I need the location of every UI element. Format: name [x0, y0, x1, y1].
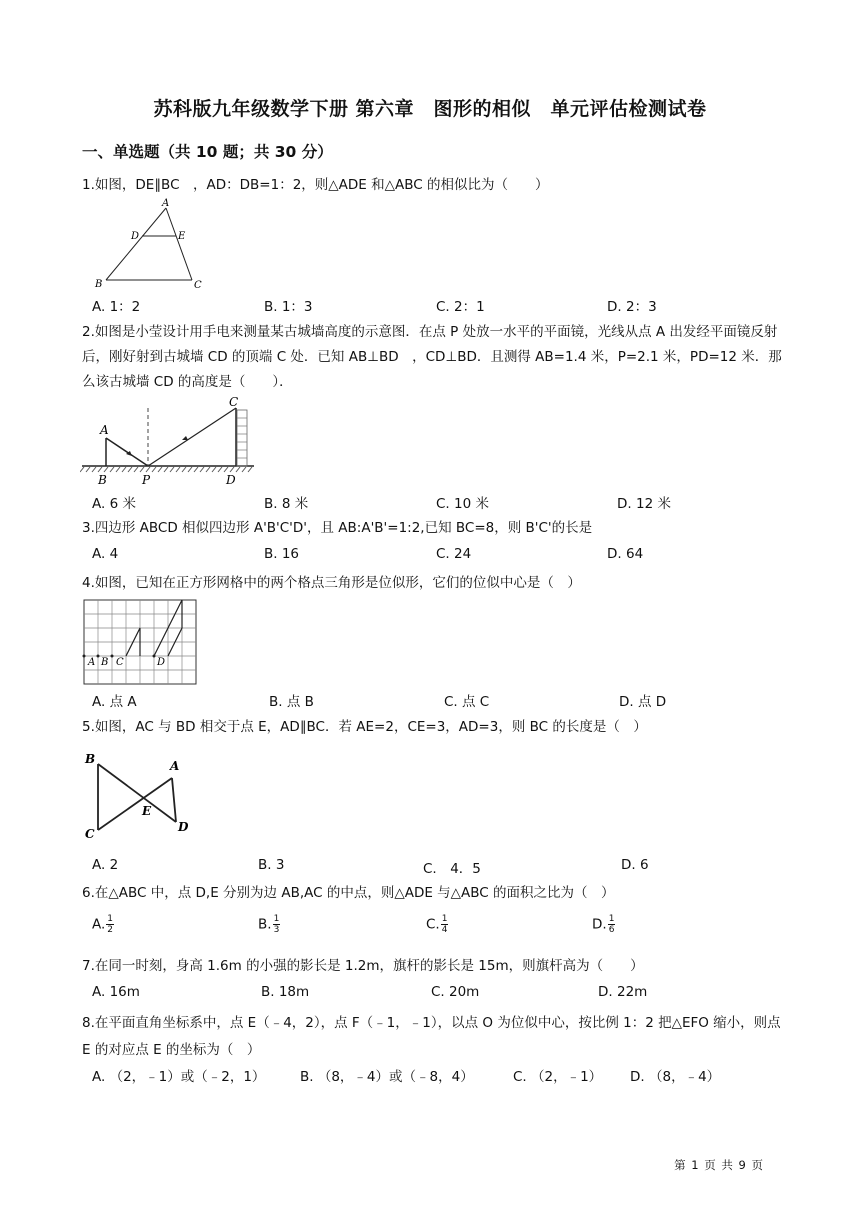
q2-option-c[interactable]: C. 10 米: [436, 496, 489, 512]
q7-option-c[interactable]: C. 20m: [431, 984, 480, 1000]
fig1-label-e: E: [178, 231, 186, 242]
q6-option-b-prefix: B.: [258, 916, 272, 933]
q6-option-d-prefix: D.: [592, 916, 607, 933]
fig5-label-c: C: [85, 827, 95, 841]
question-1-options: [92, 295, 772, 315]
q6-option-b[interactable]: [258, 914, 280, 935]
q2-option-a[interactable]: A. 6 米: [92, 496, 136, 512]
question-4-options: [92, 690, 772, 710]
question-7-stem: 7.在同一时刻，身高 1.6m 的小强的影长是 1.2m，旗杆的影长是 15m，则旗杆高为（ ）: [82, 958, 644, 974]
fig4-label-b: B: [101, 657, 109, 668]
fig1-label-a: A: [162, 198, 170, 209]
q1-option-c[interactable]: C. 2：1: [436, 299, 485, 315]
document-title: 苏科版九年级数学下册 第六章 图形的相似 单元评估检测试卷: [153, 98, 707, 120]
q6-option-c-prefix: C.: [426, 916, 440, 933]
q1-option-a[interactable]: A. 1：2: [92, 299, 141, 315]
question-8-options: [92, 1065, 772, 1085]
fig2-label-p: P: [142, 473, 151, 487]
q8-option-c[interactable]: C. （2，﹣1）: [513, 1069, 603, 1085]
question-1-stem: 1.如图，DE∥BC ，AD：DB=1：2，则△ADE 和△ABC 的相似比为（ ）: [82, 177, 549, 193]
q8-option-a[interactable]: A. （2，﹣1）或（﹣2，1）: [92, 1069, 266, 1085]
fig4-label-d: D: [157, 657, 166, 668]
question-4-figure: [82, 598, 200, 686]
fig4-label-a: A: [88, 657, 96, 668]
q5-option-a[interactable]: A. 2: [92, 857, 119, 873]
q3-option-a[interactable]: A. 4: [92, 546, 119, 562]
q1-option-b[interactable]: B. 1：3: [264, 299, 313, 315]
question-5-options: [92, 857, 772, 877]
question-5-figure: [80, 748, 200, 844]
q5-option-c[interactable]: C. 4．5: [423, 861, 481, 877]
fig5-label-d: D: [178, 820, 189, 834]
question-6-options: [92, 914, 772, 944]
fig2-label-d: D: [226, 473, 236, 487]
fig2-label-a: A: [100, 423, 109, 437]
fig1-label-c: C: [194, 280, 202, 291]
q7-option-d[interactable]: D. 22m: [598, 984, 648, 1000]
fig5-label-b: B: [85, 752, 96, 766]
q3-option-d[interactable]: D. 64: [607, 546, 644, 562]
q6-option-d-fraction: $\frac{1}{6}$: [608, 914, 615, 935]
q6-option-c[interactable]: [426, 914, 448, 935]
question-4-stem: 4.如图，已知在正方形网格中的两个格点三角形是位似形，它们的位似中心是（ ）: [82, 575, 581, 591]
q6-option-c-fraction: $\frac{1}{4}$: [441, 914, 448, 935]
fig2-label-c: C: [229, 396, 239, 409]
q6-option-b-fraction: $\frac{1}{3}$: [273, 914, 280, 935]
fig5-label-a: A: [170, 759, 180, 773]
q6-option-d[interactable]: [592, 914, 615, 935]
q2-option-b[interactable]: B. 8 米: [264, 496, 309, 512]
q4-option-c[interactable]: C. 点 C: [444, 694, 490, 710]
q3-option-b[interactable]: B. 16: [264, 546, 300, 562]
q5-option-b[interactable]: B. 3: [258, 857, 285, 873]
q5-option-d[interactable]: D. 6: [621, 857, 649, 873]
question-2-stem: 2.如图是小莹设计用手电来测量某古城墙高度的示意图．在点 P 处放一水平的平面镜，光线从点 A 出发经平面镜反射后，刚好射到古城墙 CD 的顶端 C 处．已知 AB⊥BD ，CD⊥BD．且测得 AB=1.4 米，P=2.1 米，PD=12 米．那么该古城墙 CD 的高度是（ ）．: [82, 324, 782, 390]
fig2-label-b: B: [98, 473, 107, 487]
q2-option-d[interactable]: D. 12 米: [617, 496, 671, 512]
question-3-options: [92, 546, 772, 566]
q6-option-a-prefix: A.: [92, 916, 106, 933]
question-3-stem: 3.四边形 ABCD 相似四边形 A'B'C'D'，且 AB:A'B'=1:2,已知 BC=8，则 B'C'的长是: [82, 520, 593, 536]
q4-option-a[interactable]: A. 点 A: [92, 694, 137, 710]
page-footer: 第 1 页 共 9 页: [674, 1158, 764, 1172]
fig5-label-e: E: [142, 804, 152, 818]
question-2-options: [92, 492, 772, 512]
question-1-figure: [92, 196, 212, 292]
fig1-label-d: D: [131, 231, 140, 242]
q4-option-d[interactable]: D. 点 D: [619, 694, 667, 710]
q4-option-b[interactable]: B. 点 B: [269, 694, 314, 710]
fig4-label-c: C: [116, 657, 124, 668]
q3-option-c[interactable]: C. 24: [436, 546, 472, 562]
section-heading: 一、单选题（共 10 题；共 30 分）: [82, 143, 333, 161]
question-8-stem: 8.在平面直角坐标系中，点 E（﹣4，2），点 F（﹣1，﹣1），以点 O 为位似中心，按比例 1：2 把△EFO 缩小，则点 E 的对应点 E 的坐标为（ ）: [82, 1015, 781, 1058]
q6-option-a-fraction: $\frac{1}{2}$: [107, 914, 114, 935]
q6-option-a[interactable]: [92, 914, 114, 935]
question-6-stem: 6.在△ABC 中，点 D,E 分别为边 AB,AC 的中点，则△ADE 与△ABC 的面积之比为（ ）: [82, 885, 615, 901]
q8-option-d[interactable]: D. （8，﹣4）: [630, 1069, 721, 1085]
fig1-label-b: B: [95, 279, 103, 290]
question-2-figure: [80, 396, 260, 488]
q1-option-d[interactable]: D. 2：3: [607, 299, 657, 315]
question-7-options: [92, 984, 772, 1004]
q7-option-b[interactable]: B. 18m: [261, 984, 310, 1000]
question-5-stem: 5.如图，AC 与 BD 相交于点 E，AD∥BC．若 AE=2，CE=3，AD=3，则 BC 的长度是（ ）: [82, 719, 647, 735]
q8-option-b[interactable]: B. （8，﹣4）或（﹣8，4）: [300, 1069, 474, 1085]
q7-option-a[interactable]: A. 16m: [92, 984, 140, 1000]
